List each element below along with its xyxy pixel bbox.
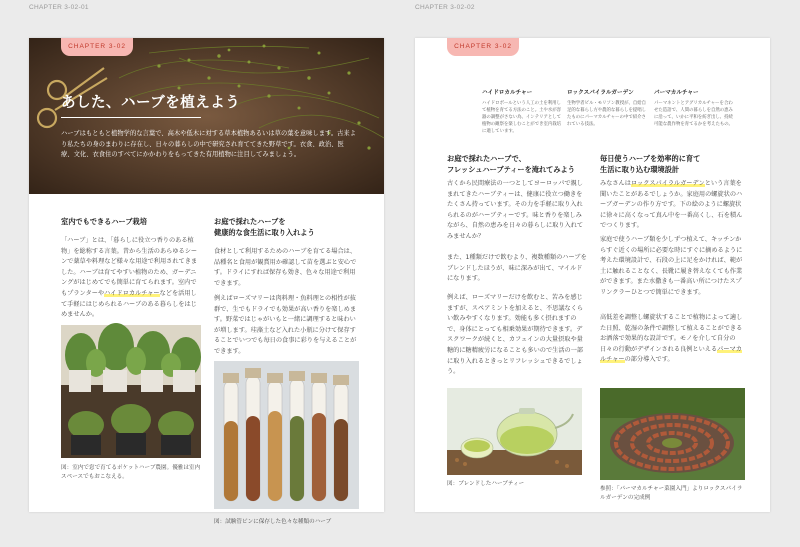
column-body: 家庭で使うハーブ類を少しずつ植えて、キッチンからすぐ近くの場所に必要な時にすぐに摘めるように考えた環境設計で、石段の上に足をかければ、範が土に触れることなく、長靴に履き替えなくても作業ができます。また水撒きも一番高い所につけたスプリンクラーひとつで簡単にできます。: [600, 236, 743, 296]
glossary-heading: パーマカルチャー: [654, 90, 699, 96]
column-heading: お庭で採れたハーブを 健康的な食生活に取り入れよう: [214, 217, 315, 237]
page-left: [29, 38, 384, 525]
column-body: また、1種類だけで飲むより、複数種類のハーブをブレンドしたほうが、味に深みが出て、マイルドになります。: [447, 254, 587, 283]
herb-photo-graphic: [29, 38, 384, 194]
spiral-garden-photo: [600, 388, 745, 480]
column-body: 古くから民間療法の一つとしてヨーロッパで親しまれてきたハーブティーは、健康に役立つ働きをたくさん持っています。その力を手軽に取り入れられるのがハーブティーです。味と香りを楽しみながら、自然の恵みを日々の暮らしに取り入れてみませんか？: [447, 180, 584, 240]
column-body: 「ハーブ」とは、「暮らしに役立つ香りのある植物」を総称する言葉。昔から生活のあらゆるシーンで薬草や料理など様々な用途で利用されてきました。ハーブは育てやすい植物のため、ガーデニングがはじめてでも簡単に育てられます。室内でもプランターやハイドロカルチャーなどを活用して手軽にはじめられるハーブのある暮らしをはじめませんか。: [61, 237, 198, 319]
column-body: 食材として利用するためのハーブを育てる場合は、品種名と食用が観賞用か確認して苗を選ぶと安心です。ドライにすれば保存も効き、色々な用途で利用できます。: [214, 248, 357, 287]
column-heading: 室内でもできるハーブ栽培: [61, 217, 147, 226]
column-body: みなさんはロックスパイラルガーデンという言葉を聞いたことがあるでしょうか。家庭用の螺旋状のハーブガーデンの作り方です。下の絵のように螺旋状に徐々に高くなって真ん中を一番高くし、石を積んでつくります。: [600, 180, 743, 230]
glossary-body: ハイドロボールという人工の土を利用して植物を育てる方法のこと。土や水が容器の調整がさない為、インテリアとして植物の観察を楽しむことができ室内栽培に適しています。: [482, 101, 562, 134]
column-body: 例えばローズマリーは肉料理・魚料理との相性が抜群で、生でもドライでも効果が高い香りを楽しめます。野菜ではじゃがいもと一緒に調理すると味わいが増します。珪藻土など入れた小瓶に分けて保存することでいつでも毎日の食事に彩りを与えることができます。: [214, 295, 357, 355]
highlight-term: パーマカルチャー: [600, 345, 742, 364]
herb-pots-photo: [61, 325, 201, 458]
chapter-tab: CHAPTER 3-02: [61, 38, 133, 56]
page-right: [415, 38, 770, 512]
photo-caption: 図：室内で窓で育てるポケットハーブ農園。優雅は室内スペースでもおこなえる。: [61, 465, 201, 480]
glossary-heading: ハイドロカルチャー: [482, 90, 533, 96]
column-body: 例えば、ローズマリーだけを飲むと、苦みを感じますが、スペアミントを加えると、不思議なくらい飲みやすくなります。効能も多く摂れますので、身体にとっても相乗効果が期待できます。デスクワークが続くと、カフェインの大量摂取や量糖的に糖精疲労になることも多いので生活の一部に取り入れるときっとリフレッシュできるでしょう。: [447, 294, 584, 376]
photo-caption: 図：ブレンドしたハーブティー: [447, 481, 525, 487]
glossary-heading: ロックスパイラルガーデン: [567, 90, 634, 96]
lead-text: ハーブはもともと植物学的な言葉で、高木や低木に対する草本植物あるいは草の葉を意味します。古来より私たちの身のまわりに存在し、日々の暮らしの中で研究され育ててきた野草です。衣食、政治、医療、文化、衣食住のすべてにかかわりをもってきた有用植物に注目してみましょう。: [61, 130, 357, 158]
highlight-term: ロックスパイラルガーデン: [630, 180, 705, 187]
page-label-right: CHAPTER 3-02-02: [415, 4, 475, 11]
herb-tea-photo: [447, 388, 582, 475]
highlight-term: ハイドロカルチャー: [104, 289, 160, 297]
column-body: 高低差を調整し螺旋状することで植物によって適した日照、乾湿の条件で調整して植えることができるお洒落で効果的な設計です。モノを介して自分の日々の行動がデザインされる良例といえるパーマカルチャーの部分導入です。: [600, 314, 743, 364]
glossary-body: パーマネントとアグリカルチャーを合わせた造語で、人間の暮らしを自然の恵みに沿って、いかに平和を紡ぎ出し、持続可能な農作物を育てるかを考えたもの。: [654, 101, 733, 127]
hero-image: [29, 38, 384, 194]
page-title: あした、ハーブを植えよう: [61, 95, 241, 111]
photo-caption: 図：試験管ビンに保存した色々な種類のハーブ: [214, 519, 332, 525]
glossary-body: 生物学者ビル・モリソン教授が、自給自足的な暮らし方や農的な暮らしを提唱したものにパーマカルチャーの中で紹介されている技法。: [567, 101, 647, 127]
test-tube-photo: [214, 361, 359, 509]
chapter-tab: CHAPTER 3-02: [447, 38, 519, 56]
photo-caption: 参照：「パーマカルチャー菜園入門」よりロックスパイラルガーデンの完成例: [600, 486, 743, 501]
column-heading: お庭で採れたハーブで、 フレッシュハーブティーを淹れてみよう: [447, 154, 575, 174]
column-heading: 毎日使うハーブを効率的に育て 生活に取り込む環境設計: [600, 154, 701, 174]
title-rule: [61, 117, 201, 118]
page-label-left: CHAPTER 3-02-01: [29, 4, 89, 11]
